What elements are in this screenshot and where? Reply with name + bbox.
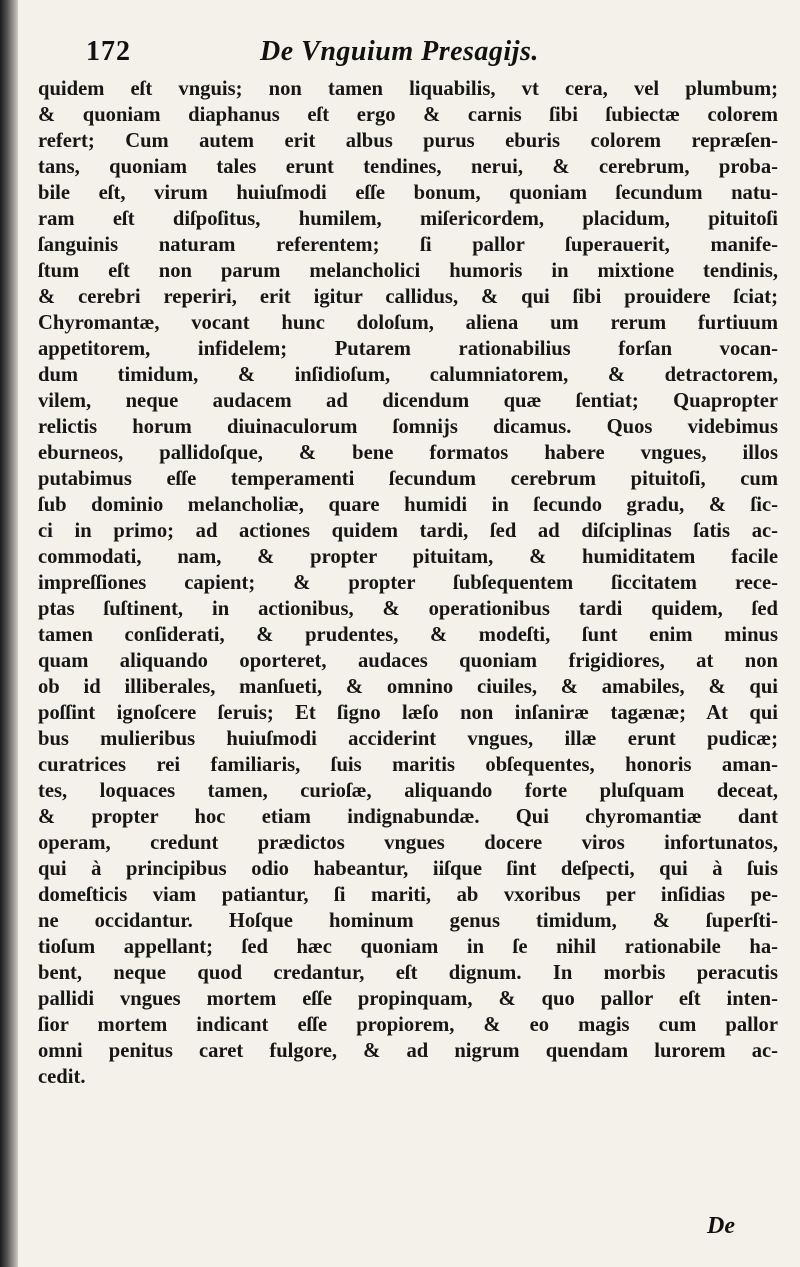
page-header — [38, 36, 778, 76]
text-line: ſior mortem indicant eſſe propiorem, & eo magis cum pallor — [38, 1014, 778, 1036]
text-line: refert; Cum autem erit albus purus eburis colorem repræſen- — [38, 130, 778, 152]
text-line: Chyromantæ, vocant hunc doloſum, aliena um rerum furtiuum — [38, 312, 778, 334]
text-line: ſanguinis naturam referentem; ſi pallor ſuperauerit, manife- — [38, 234, 778, 256]
catchword: De — [707, 1213, 735, 1239]
text-line: domeſticis viam patiantur, ſi mariti, ab vxoribus per inſidias pe- — [38, 884, 778, 906]
text-line: relictis horum diuinaculorum ſomnijs dicamus. Quos videbimus — [38, 416, 778, 438]
text-line: pallidi vngues mortem eſſe propinquam, & quo pallor eſt inten- — [38, 988, 778, 1010]
text-line: ne occidantur. Hoſque hominum genus timidum, & ſuperſti- — [38, 910, 778, 932]
text-line: ptas ſuſtinent, in actionibus, & operationibus tardi quidem, ſed — [38, 598, 778, 620]
text-line: eburneos, pallidoſque, & bene formatos habere vngues, illos — [38, 442, 778, 464]
text-line: ob id illiberales, manſueti, & omnino ciuiles, & amabiles, & qui — [38, 676, 778, 698]
page-number: 172 — [86, 36, 131, 67]
text-line: bus mulieribus huiuſmodi acciderint vngues, illæ erunt pudicæ; — [38, 728, 778, 750]
text-line: operam, credunt prædictos vngues docere viros infortunatos, — [38, 832, 778, 854]
body-text — [38, 76, 778, 1090]
text-line: cedit. — [38, 1066, 86, 1088]
text-line: qui à principibus odio habeantur, iiſque ſint deſpecti, qui à ſuis — [38, 858, 778, 880]
text-line: ci in primo; ad actiones quidem tardi, ſed ad diſciplinas ſatis ac- — [38, 520, 778, 542]
text-line: & cerebri reperiri, erit igitur callidus, & qui ſibi prouidere ſciat; — [38, 286, 778, 308]
text-line: tamen conſiderati, & prudentes, & modeſti, ſunt enim minus — [38, 624, 778, 646]
text-line: curatrices rei familiaris, ſuis maritis obſequentes, honoris aman- — [38, 754, 778, 776]
text-line: appetitorem, infidelem; Putarem rationabilius forſan vocan- — [38, 338, 778, 360]
text-line: ſtum eſt non parum melancholici humoris in mixtione tendinis, — [38, 260, 778, 282]
text-line: bent, neque quod credantur, eſt dignum. In morbis peracutis — [38, 962, 778, 984]
text-line: dum timidum, & inſidioſum, calumniatorem, & detractorem, — [38, 364, 778, 386]
text-line: & quoniam diaphanus eſt ergo & carnis ſibi ſubiectæ colorem — [38, 104, 778, 126]
text-line: quidem eſt vnguis; non tamen liquabilis, vt cera, vel plumbum; — [38, 78, 778, 100]
running-head: De Vnguium Presagijs. — [260, 36, 539, 67]
text-line: tans, quoniam tales erunt tendines, nerui, & cerebrum, proba- — [38, 156, 778, 178]
text-line: bile eſt, virum huiuſmodi eſſe bonum, quoniam ſecundum natu- — [38, 182, 778, 204]
text-line: omni penitus caret fulgore, & ad nigrum quendam lurorem ac- — [38, 1040, 778, 1062]
text-line: impreſſiones capient; & propter ſubſequentem ſiccitatem rece- — [38, 572, 778, 594]
show-through-text — [60, 1163, 750, 1223]
text-line: commodati, nam, & propter pituitam, & humiditatem facile — [38, 546, 778, 568]
binding-shadow — [0, 0, 18, 1267]
text-line: poſſint ignoſcere ſeruis; Et ſigno læſo non inſaniræ tagænæ; At qui — [38, 702, 778, 724]
text-line: ram eſt diſpoſitus, humilem, miſericordem, placidum, pituitoſi — [38, 208, 778, 230]
text-line: tioſum appellant; ſed hæc quoniam in ſe nihil rationabile ha- — [38, 936, 778, 958]
text-line: & propter hoc etiam indignabundæ. Qui chyromantiæ dant — [38, 806, 778, 828]
text-line: tes, loquaces tamen, curioſæ, aliquando forte pluſquam deceat, — [38, 780, 778, 802]
text-line: ſub dominio melancholiæ, quare humidi in ſecundo gradu, & ſic- — [38, 494, 778, 516]
text-line: putabimus eſſe temperamenti ſecundum cerebrum pituitoſi, cum — [38, 468, 778, 490]
text-line: vilem, neque audacem ad dicendum quæ ſentiat; Quapropter — [38, 390, 778, 412]
text-line: quam aliquando oporteret, audaces quoniam frigidiores, at non — [38, 650, 778, 672]
